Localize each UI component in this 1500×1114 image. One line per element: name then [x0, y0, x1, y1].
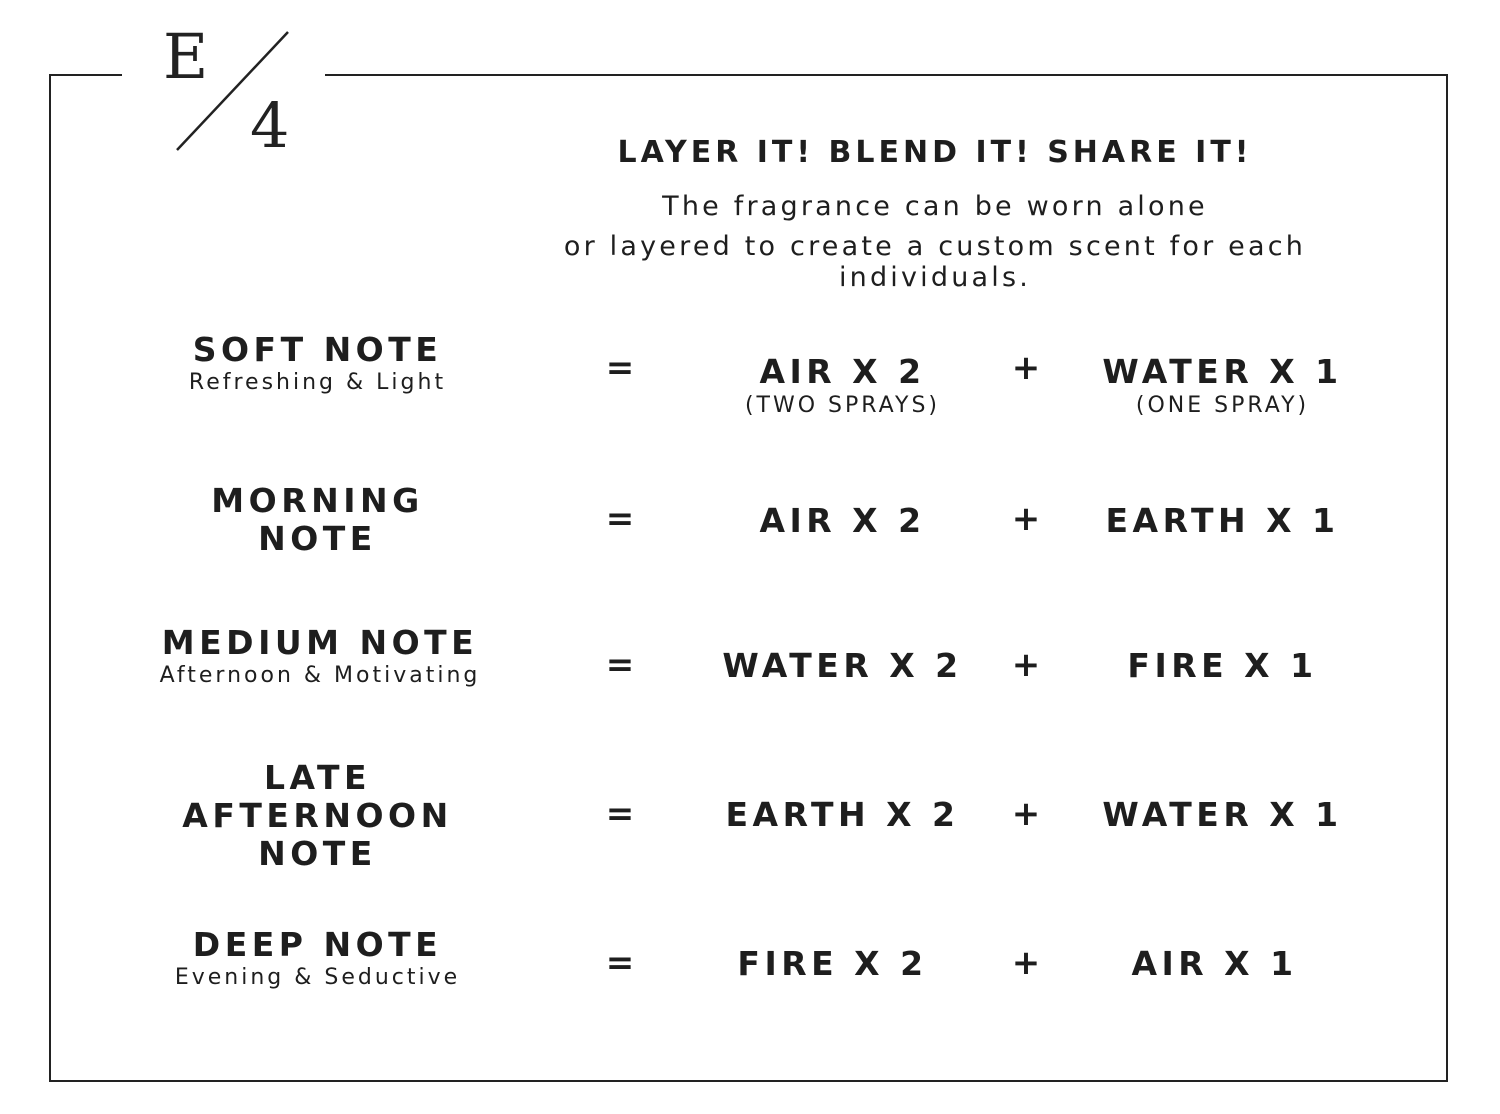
note-label: [130, 759, 505, 873]
note-description: Refreshing & Light: [188, 370, 447, 395]
second-ingredient: [1062, 945, 1367, 983]
plus-sign: +: [1011, 943, 1041, 983]
brand-logo: [150, 20, 310, 165]
note-label: [130, 624, 510, 690]
note-name: NOTE: [258, 519, 377, 558]
note-name: AFTERNOON: [182, 796, 453, 835]
first-ingredient: [690, 796, 995, 834]
note-name: MORNING: [211, 481, 424, 520]
second-ingredient: [1070, 502, 1375, 540]
note-name: SOFT NOTE: [192, 330, 443, 369]
equals-sign: =: [605, 943, 635, 983]
second-ingredient: [1070, 353, 1375, 421]
logo-letter: E: [163, 20, 209, 93]
equals-sign: =: [605, 499, 635, 539]
ingredient-amount: AIR X 2: [759, 352, 926, 391]
logo-number: 4: [250, 89, 290, 162]
equals-sign: =: [605, 348, 635, 388]
headline: LAYER IT! BLEND IT! SHARE IT!: [617, 135, 1253, 170]
second-ingredient: [1070, 796, 1375, 834]
first-ingredient: [690, 647, 995, 685]
ingredient-amount: EARTH X 1: [1105, 501, 1340, 540]
ingredient-amount: AIR X 2: [759, 501, 926, 540]
ingredient-amount: FIRE X 2: [737, 944, 928, 983]
plus-sign: +: [1011, 499, 1041, 539]
note-description: Afternoon & Motivating: [159, 663, 481, 688]
equals-sign: =: [605, 645, 635, 685]
note-name: DEEP NOTE: [192, 925, 443, 964]
note-description: Evening & Seductive: [174, 965, 461, 990]
ingredient-amount: FIRE X 1: [1127, 646, 1318, 685]
intro-line-2: or layered to create a custom scent for each individuals.: [563, 231, 1307, 293]
note-name: MEDIUM NOTE: [161, 623, 479, 662]
note-label: [130, 926, 505, 992]
plus-sign: +: [1011, 794, 1041, 834]
ingredient-sprays: (ONE SPRAY): [1135, 393, 1310, 418]
equals-sign: =: [605, 794, 635, 834]
first-ingredient: [690, 502, 995, 540]
ingredient-amount: EARTH X 2: [725, 795, 960, 834]
note-label: [130, 331, 505, 397]
plus-sign: +: [1011, 348, 1041, 388]
first-ingredient: [680, 945, 985, 983]
first-ingredient: [690, 353, 995, 421]
ingredient-sprays: (TWO SPRAYS): [744, 393, 941, 418]
ingredient-amount: WATER X 2: [722, 646, 963, 685]
ingredient-amount: AIR X 1: [1131, 944, 1298, 983]
ingredient-amount: WATER X 1: [1102, 352, 1343, 391]
intro-line-1: The fragrance can be worn alone: [662, 191, 1208, 222]
note-label: [130, 482, 505, 558]
note-name: NOTE: [258, 834, 377, 873]
ingredient-amount: WATER X 1: [1102, 795, 1343, 834]
second-ingredient: [1070, 647, 1375, 685]
note-name: LATE: [263, 758, 372, 797]
plus-sign: +: [1011, 645, 1041, 685]
